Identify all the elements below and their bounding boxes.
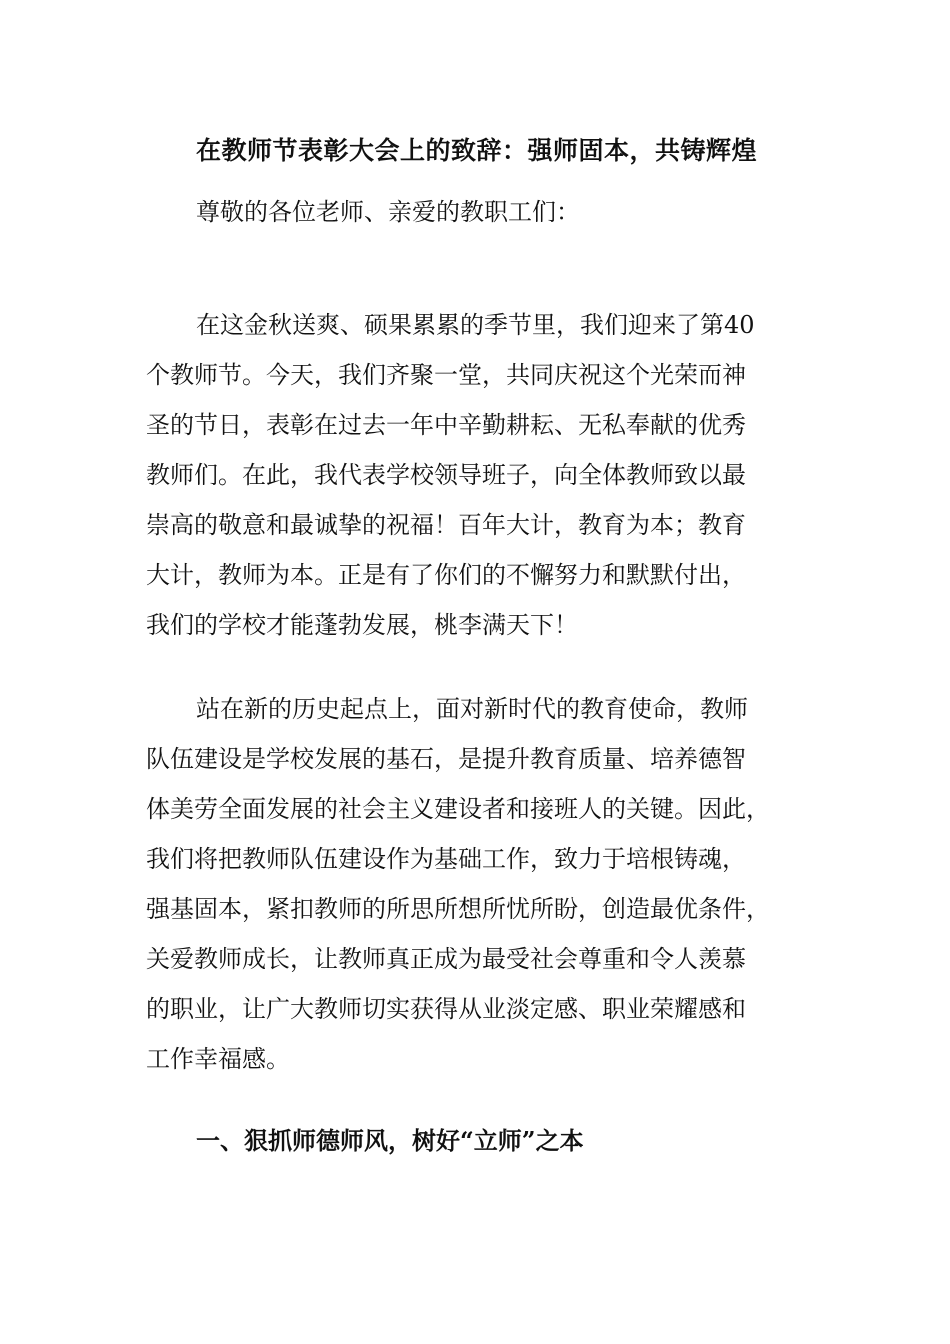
paragraph-line: 关爱教师成长，让教师真正成为最受社会尊重和令人羡慕 [146,945,746,973]
paragraph-line: 圣的节日，表彰在过去一年中辛勤耕耘、无私奉献的优秀 [146,411,746,439]
paragraph-line: 我们的学校才能蓬勃发展，桃李满天下！ [146,611,578,639]
paragraph-line: 工作幸福感。 [146,1045,290,1073]
salutation: 尊敬的各位老师、亲爱的教职工们： [196,198,580,226]
paragraph-line: 大计，教师为本。正是有了你们的不懈努力和默默付出， [146,561,746,589]
paragraph-line: 体美劳全面发展的社会主义建设者和接班人的关键。因此， [146,795,770,823]
paragraph-line: 崇高的敬意和最诚挚的祝福！百年大计，教育为本；教育 [146,511,746,539]
paragraph-line: 强基固本，紧扣教师的所思所想所忧所盼，创造最优条件， [146,895,770,923]
paragraph-line: 个教师节。今天，我们齐聚一堂，共同庆祝这个光荣而神 [146,361,746,389]
paragraph-1 [146,300,806,650]
section-heading: 一、狠抓师德师风，树好“立师”之本 [196,1126,584,1155]
paragraph-line: 的职业，让广大教师切实获得从业淡定感、职业荣耀感和 [146,995,746,1023]
paragraph-line: 队伍建设是学校发展的基石，是提升教育质量、培养德智 [146,745,746,773]
paragraph-2 [146,684,806,1084]
paragraph-line: 我们将把教师队伍建设作为基础工作，致力于培根铸魂， [146,845,746,873]
paragraph-line: 站在新的历史起点上，面对新时代的教育使命，教师 [196,695,748,723]
paragraph-line: 在这金秋送爽、硕果累累的季节里，我们迎来了第40 [196,311,755,339]
document-title: 在教师节表彰大会上的致辞：强师固本，共铸辉煌 [196,136,758,165]
paragraph-line: 教师们。在此，我代表学校领导班子，向全体教师致以最 [146,461,746,489]
